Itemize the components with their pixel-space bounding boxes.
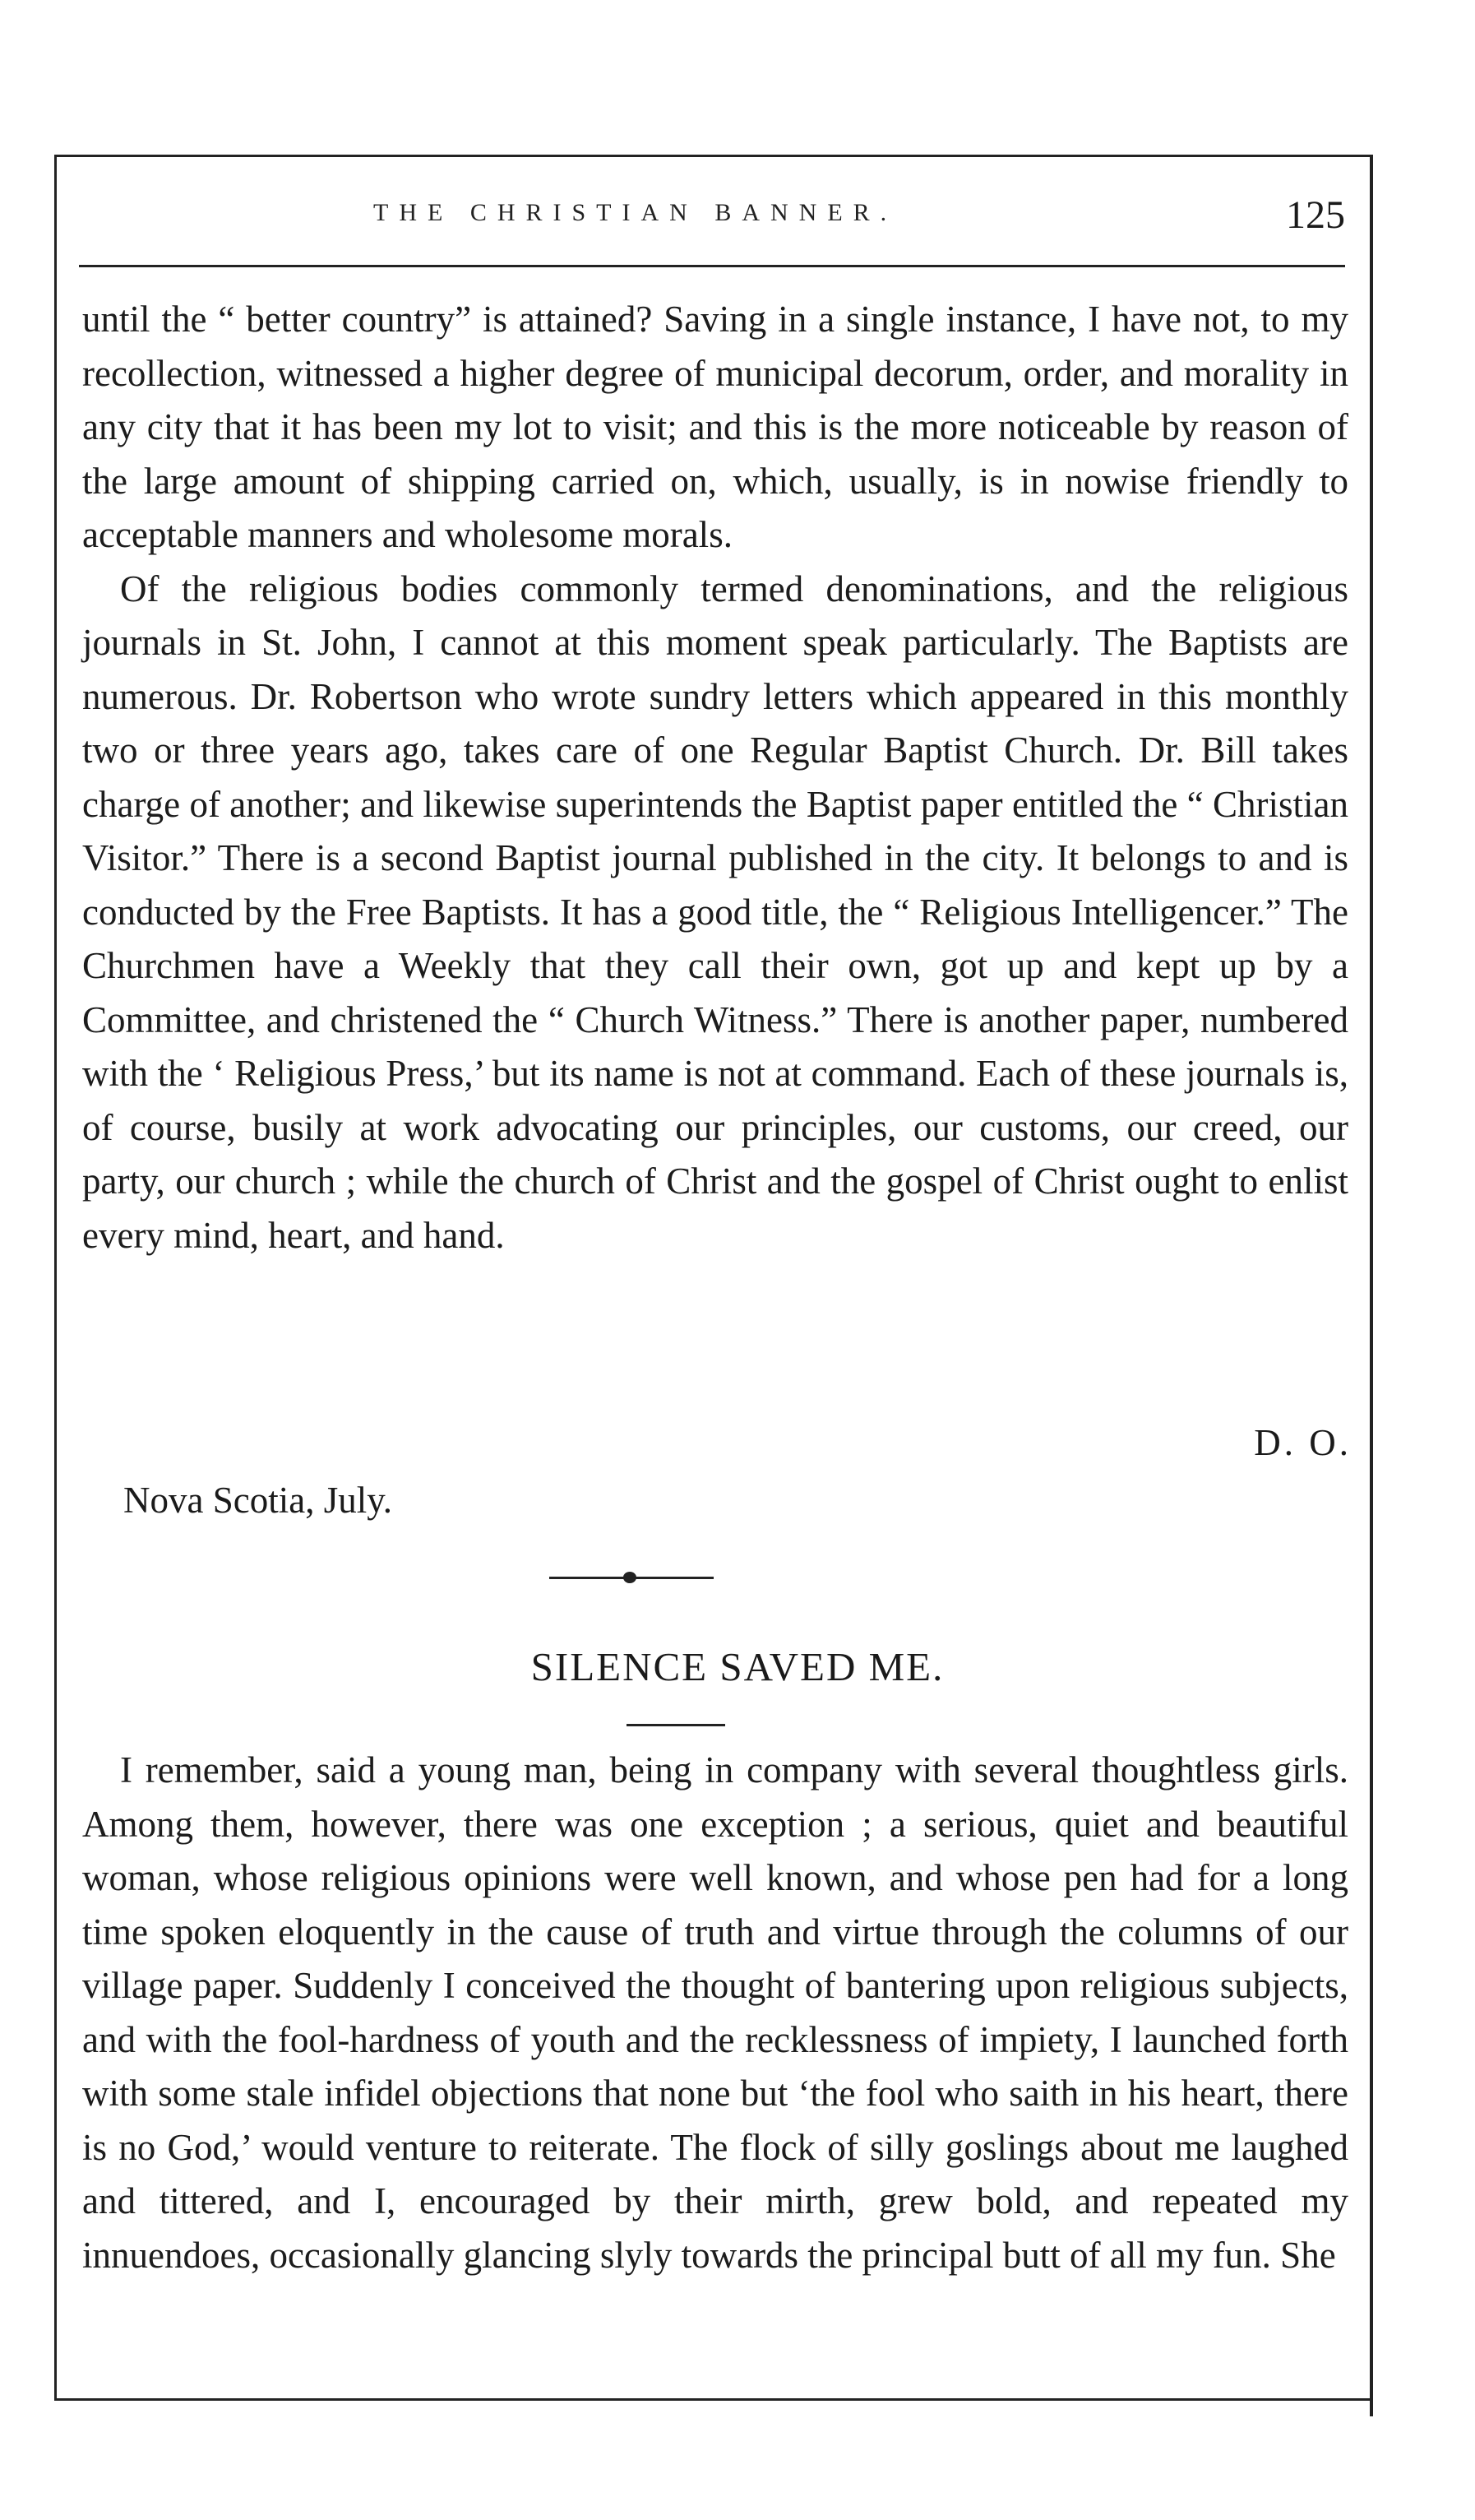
signature: D. O. bbox=[1254, 1422, 1352, 1463]
title-rule bbox=[627, 1724, 725, 1726]
page-number: 125 bbox=[1286, 193, 1345, 237]
dateline: Nova Scotia, July. bbox=[123, 1480, 393, 1521]
running-title: THE CHRISTIAN BANNER. bbox=[373, 199, 898, 226]
article-body bbox=[82, 1744, 1348, 2282]
letter-body bbox=[82, 293, 1348, 1262]
running-head bbox=[79, 192, 1345, 242]
page-frame-top-border bbox=[54, 155, 1373, 157]
letter-paragraph: Of the religious bodies commonly termed denominations, and the religious journals in St. John, I cannot at this moment speak particularly. The Baptists are numerous. Dr. Robertson who wrote sundry letters which appeared in this monthly two or three years ago, takes care of one Regular Baptist Church. Dr. Bill takes charge of another; and likewise superintends the Baptist paper entitled the “ Christian Visitor.” There is a second Baptist journal published in the city. It belongs to and is conducted by the Free Baptists. It has a good title, the “ Religious Intelligencer.” The Churchmen have a Weekly that they call their own, got up and kept up by a Committee, and christened the “ Church Witness.” There is another paper, numbered with the ‘ Religious Press,’ but its name is not at command. Each of these journals is, of course, busily at work advocating our principles, our customs, our creed, our party, our church ; while the church of Christ and the gospel of Christ ought to enlist every mind, heart, and hand. bbox=[82, 567, 1348, 1256]
article-paragraph: I remember, said a young man, being in company with several thoughtless girls. Among them, however, there was one exception ; a serious, quiet and beautiful woman, whose religious opinions were well known, and whose pen had for a long time spoken eloquently in the cause of truth and virtue through the columns of our village paper. Suddenly I conceived the thought of bantering upon religious subjects, and with the fool-hardness of youth and the recklessness of impiety, I launched forth with some stale infidel objections that none but ‘the fool who saith in his heart, there is no God,’ would venture to reiterate. The flock of silly goslings about me laughed and tittered, and I, encouraged by their mirth, grew bold, and repeated my innuendoes, occasionally glancing slyly towards the principal butt of all my fun. She bbox=[82, 1749, 1348, 2276]
article-title: SILENCE SAVED ME. bbox=[530, 1644, 945, 1689]
page-frame-bottom-border bbox=[54, 2398, 1373, 2401]
page-frame-left-border bbox=[54, 155, 57, 2400]
ornament-dot bbox=[623, 1572, 636, 1583]
page-frame-right-border bbox=[1370, 155, 1373, 2416]
letter-paragraph: until the “ better country” is attained? Saving in a single instance, I have not, to my recollection, witnessed a higher degree of municipal decorum, order, and morality in any city that it has been my lot to visit; and this is the more noticeable by reason of the large amount of shipping carried on, which, usually, is in nowise friendly to acceptable manners and wholesome morals. bbox=[82, 299, 1348, 555]
header-rule bbox=[79, 265, 1345, 267]
section-divider-ornament bbox=[549, 1571, 714, 1584]
